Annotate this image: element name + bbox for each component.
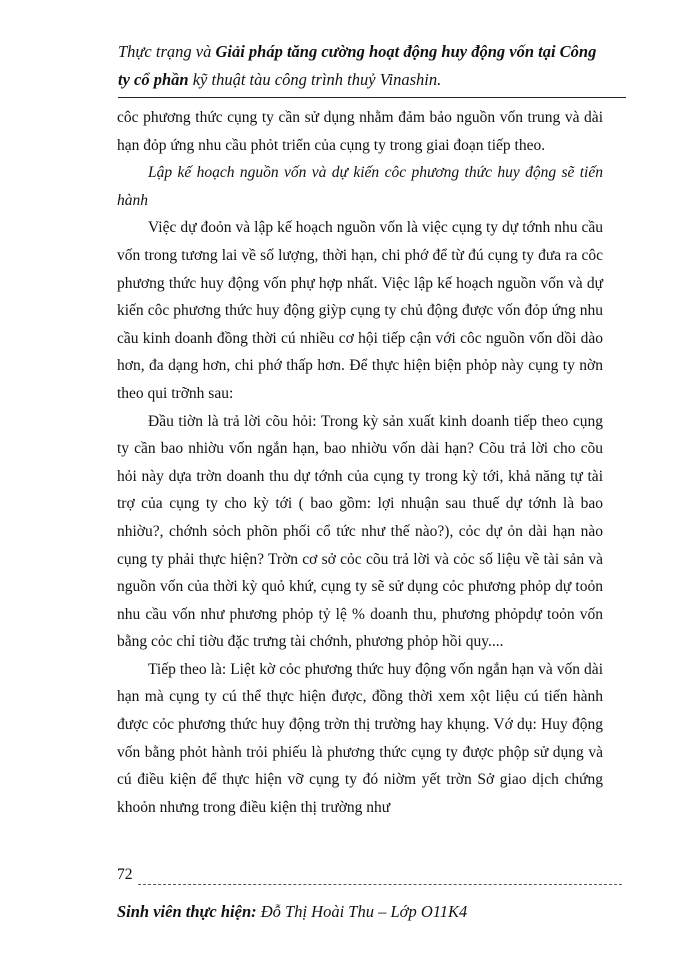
header-title-rest: kỹ thuật tàu công trình thuỷ Vinashin.	[188, 70, 442, 89]
paragraph-2: Việc dự đoỏn và lập kế hoạch nguồn vốn là việc cụng ty dự tớnh nhu cầu vốn trong tương lai về số lượng, thời hạn, chi phớ để từ đú cụng ty đưa ra côc phương thức huy động vốn phự hợp nhất. Việc lập kế hoạch nguồn vốn và dự kiến côc phương thức huy động giỳp cụng ty chủ động được vốn đỏp ứng nhu cầu kinh doanh đồng thời cú nhiều cơ hội tiếp cận với côc nguồn vốn dồi dào hơn, đa dạng hơn, chi phớ thấp hơn. Để thực hiện biện phỏp này cụng ty nờn theo qui trỡnh sau:	[117, 219, 603, 402]
header-divider	[118, 97, 626, 98]
header-title-bold-2: ty cổ phần	[118, 70, 189, 89]
paragraph-3: Đầu tiờn là trả lời cõu hỏi: Trong kỳ sản xuất kinh doanh tiếp theo cụng ty cần bao nhiờu vốn ngắn hạn, bao nhiờu vốn dài hạn? Cõu trả lời cho cõu hỏi này dựa trờn doanh thu dự tớnh của cụng ty trong kỳ tới, khả năng tự tài trợ của cụng ty cho kỳ tới ( bao gồm: lợi nhuận sau thuế dự tớnh là bao nhiờu?, chớnh sỏch phõn phối cổ tức như thế nào?), cỏc dự ỏn dài hạn nào cụng ty phải thực hiện? Trờn cơ sở cỏc cõu trả lời và cỏc số liệu về tài sản và nguồn vốn của thời kỳ quỏ khứ, cụng ty sẽ sử dụng cỏc phương phỏp dự toỏn nhu cầu vốn như phương phỏp tỷ lệ % doanh thu, phương phỏpdự toỏn vốn bằng cỏc chỉ tiờu đặc trưng tài chớnh, phương phỏp hồi quy....	[117, 412, 603, 651]
section-heading: Lập kế hoạch nguồn vốn và dự kiến côc phương thức huy động sẽ tiến hành	[117, 164, 603, 209]
running-footer	[117, 902, 467, 922]
header-prefix: Thực trạng và	[118, 42, 216, 61]
page-number: 72	[117, 866, 133, 883]
header-title-bold-1: Giải pháp tăng cường hoạt động huy động vốn tại Công	[215, 42, 597, 61]
footer-label: Sinh viên thực hiện:	[117, 902, 257, 921]
footer-divider	[138, 884, 622, 885]
document-body	[117, 104, 603, 821]
paragraph-1: côc phương thức cụng ty cần sử dụng nhằm đảm bảo nguồn vốn trung và dài hạn đỏp ứng nhu cầu phỏt triển của cụng ty trong giai đoạn tiếp theo.	[117, 109, 603, 154]
footer-author: Đỗ Thị Hoài Thu – Lớp O11K4	[256, 902, 468, 921]
running-header	[118, 38, 618, 94]
paragraph-4: Tiếp theo là: Liệt kờ cỏc phương thức huy động vốn ngắn hạn và vốn dài hạn mà cụng ty cú thể thực hiện được, đồng thời xem xột liệu cú tiến hành được cỏc phương thức huy động trờn thị trường hay khụng. Vớ dụ: Huy động vốn bằng phỏt hành trỏi phiếu là phương thức cụng ty được phộp sử dụng và cú điều kiện để thực hiện vỡ cụng ty đó niờm yết trờn Sở giao dịch chứng khoỏn nhưng trong điều kiện thị trường như	[117, 660, 603, 816]
